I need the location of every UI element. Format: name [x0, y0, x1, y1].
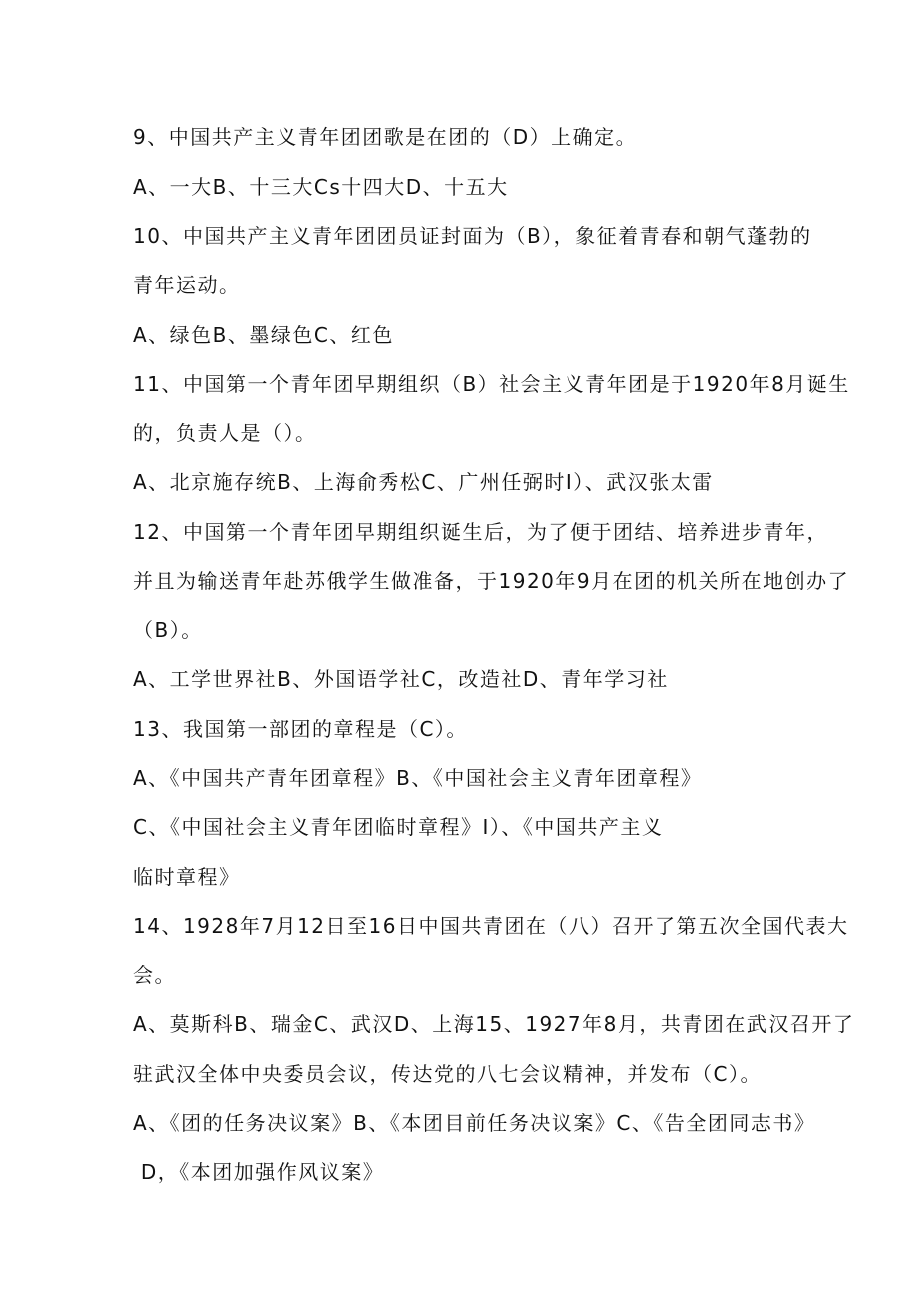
- question-11-cont: 的，负责人是（）。: [133, 421, 317, 445]
- question-9-options: A、一大B、十三大Cs十四大D、十五大: [133, 175, 509, 199]
- question-13-options-3: 临时章程》: [133, 865, 241, 889]
- question-13-options-2: C、《中国社会主义青年团临时章程》I）、《中国共产主义: [133, 815, 664, 839]
- question-12-cont-2: （B）。: [133, 618, 203, 642]
- question-14-cont: 会。: [133, 963, 176, 987]
- question-10: 10、中国共产主义青年团团员证封面为（B），象征着青春和朝气蓬勃的: [133, 224, 812, 248]
- question-12-options: A、工学世界社B、外国语学社C，改造社D、青年学习社: [133, 667, 669, 691]
- question-14-options-question-15: A、莫斯科B、瑞金C、武汉D、上海15、1927年8月，共青团在武汉召开了: [133, 1012, 855, 1036]
- question-15-options-1: A、《团的任务决议案》B、《本团目前任务决议案》C、《告全团同志书》: [133, 1111, 816, 1135]
- question-10-options: A、绿色B、墨绿色C、红色: [133, 323, 394, 347]
- question-12-cont-1: 并且为输送青年赴苏俄学生做准备，于1920年9月在团的机关所在地创办了: [133, 569, 850, 593]
- question-15-options-2: D，《本团加强作风议案》: [133, 1160, 385, 1184]
- question-9: 9、中国共产主义青年团团歌是在团的（D）上确定。: [133, 125, 638, 149]
- question-14: 14、1928年7月12日至16日中国共青团在（八）召开了第五次全国代表大: [133, 914, 849, 938]
- question-10-cont: 青年运动。: [133, 273, 241, 297]
- question-11-options: A、北京施存统B、上海俞秀松C、广州任弼时I）、武汉张太雷: [133, 470, 714, 494]
- question-11: 11、中国第一个青年团早期组织（B）社会主义青年团是于1920年8月诞生: [133, 372, 850, 396]
- question-13: 13、我国第一部团的章程是（C）。: [133, 717, 468, 741]
- question-12: 12、中国第一个青年团早期组织诞生后，为了便于团结、培养进步青年，: [133, 520, 828, 544]
- question-13-options-1: A、《中国共产青年团章程》B、《中国社会主义青年团章程》: [133, 766, 703, 790]
- question-15-cont: 驻武汉全体中央委员会议，传达党的八七会议精神，并发布（C）。: [133, 1062, 762, 1086]
